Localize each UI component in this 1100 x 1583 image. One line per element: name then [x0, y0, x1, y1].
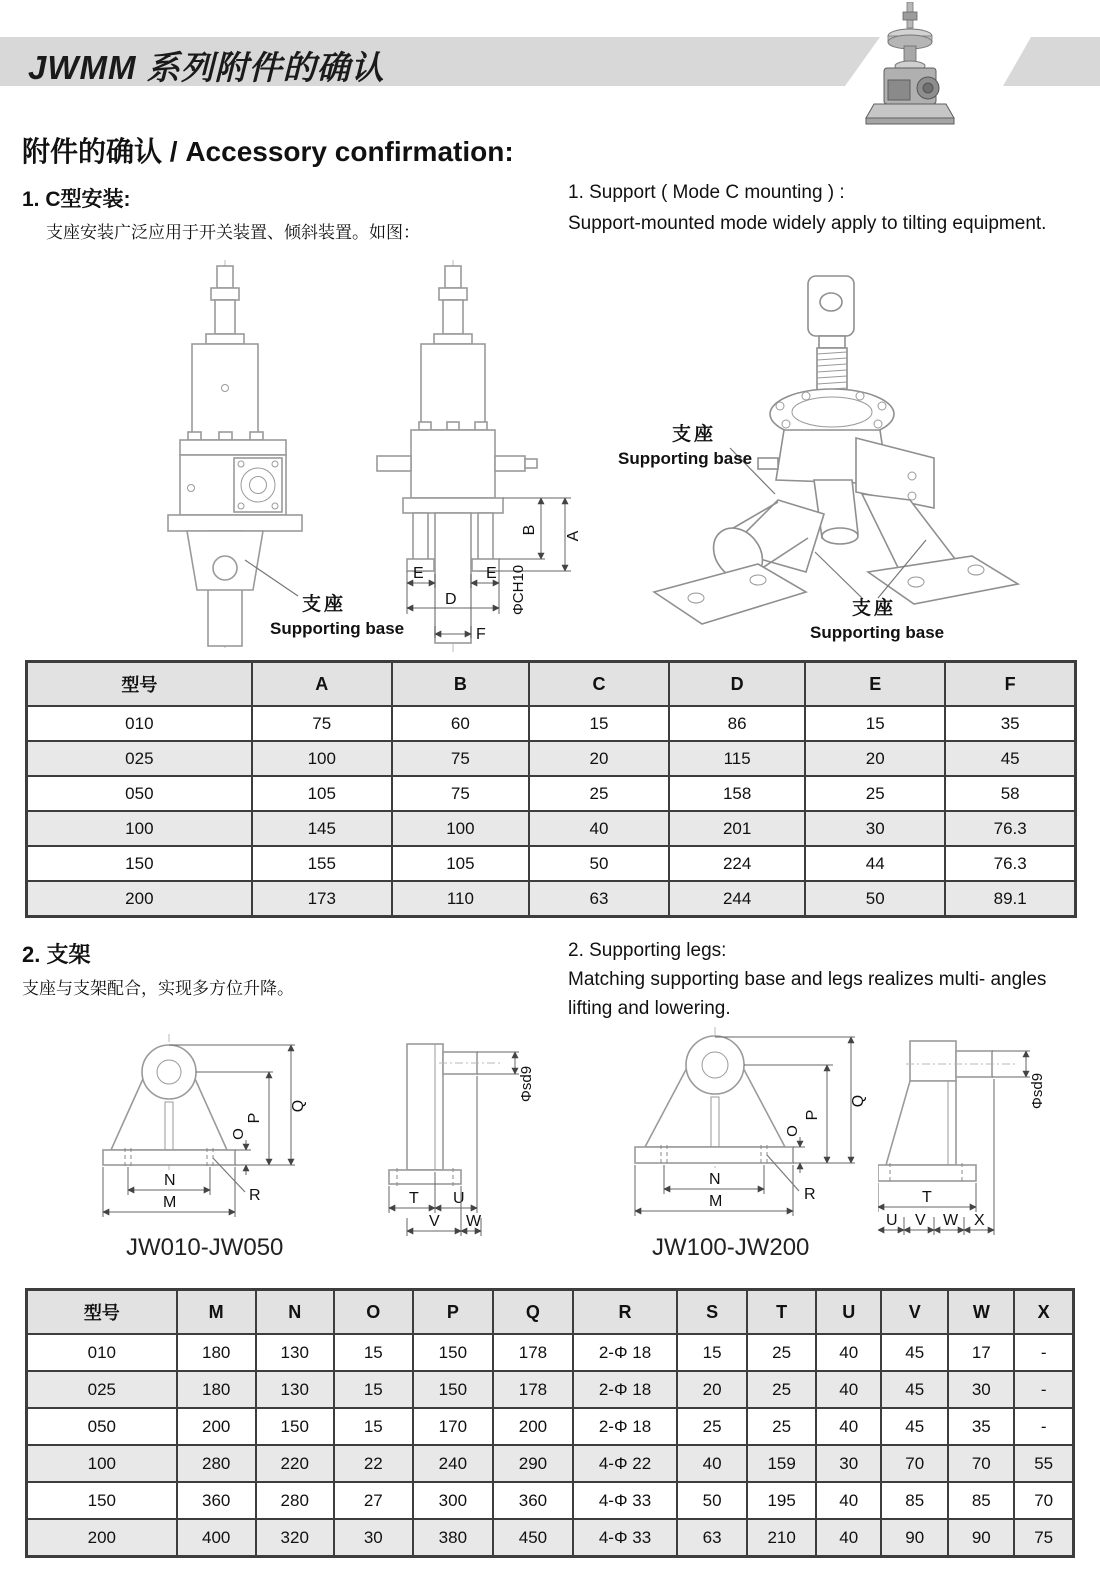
table-row [27, 1371, 1074, 1408]
column-header: A [252, 662, 392, 707]
table-cell: 45 [881, 1334, 948, 1371]
dim-label-f: F [476, 626, 486, 643]
table-cell: - [1014, 1408, 1073, 1445]
table-cell: 85 [948, 1482, 1014, 1519]
table-cell: 180 [177, 1334, 256, 1371]
table-cell: 15 [677, 1334, 747, 1371]
table-cell: 200 [493, 1408, 573, 1445]
table-row [27, 1519, 1074, 1557]
table-cell: 22 [334, 1445, 413, 1482]
table-cell: 100 [392, 811, 529, 846]
dim-label-w: W [943, 1212, 959, 1229]
table-cell: 130 [256, 1371, 334, 1408]
table-cell: 75 [392, 776, 529, 811]
table-row [27, 1445, 1074, 1482]
s1-en-desc: Support-mounted mode widely apply to tilting equipment. [568, 213, 1047, 234]
table-cell: 400 [177, 1519, 256, 1557]
table-cell: 45 [881, 1371, 948, 1408]
table-cell: 100 [252, 741, 392, 776]
table-header-row [27, 662, 1076, 707]
column-header: M [177, 1290, 256, 1335]
dim-label-u: U [886, 1212, 898, 1229]
table-cell: 150 [27, 846, 252, 881]
table-cell: 15 [334, 1371, 413, 1408]
table-row [27, 776, 1076, 811]
table-cell: 050 [27, 1408, 177, 1445]
table-cell: 2-Φ 18 [573, 1371, 677, 1408]
column-header: E [805, 662, 945, 707]
dim-label-m: M [709, 1193, 723, 1210]
table-cell: 170 [413, 1408, 493, 1445]
column-header: C [529, 662, 669, 707]
figure-caption-left: JW010-JW050 [126, 1234, 284, 1261]
dim-label-a: A [565, 530, 582, 542]
table-cell: 25 [747, 1334, 816, 1371]
dim-label-w: W [466, 1213, 482, 1230]
table-row [27, 1482, 1074, 1519]
table-cell: 280 [177, 1445, 256, 1482]
dim-label-v: V [915, 1212, 926, 1229]
table-cell: 25 [747, 1371, 816, 1408]
table-cell: 050 [27, 776, 252, 811]
table-cell: 40 [816, 1519, 881, 1557]
dim-label-n: N [709, 1171, 721, 1188]
table-header-row [27, 1290, 1074, 1335]
dim-label-p: P [246, 1112, 263, 1124]
column-header: 型号 [27, 662, 252, 707]
table-row [27, 846, 1076, 881]
column-header: X [1014, 1290, 1073, 1335]
column-header: P [413, 1290, 493, 1335]
table-cell: 70 [881, 1445, 948, 1482]
s1-zh-desc: 支座安装广泛应用于开关装置、倾斜装置。如图： [46, 223, 420, 242]
column-header: O [334, 1290, 413, 1335]
table-cell: 150 [413, 1334, 493, 1371]
dimension-table-mode-c [25, 660, 1077, 918]
table-cell: 15 [529, 706, 669, 741]
table-cell: 130 [256, 1334, 334, 1371]
table-cell: 180 [177, 1371, 256, 1408]
table-cell: 58 [945, 776, 1075, 811]
column-header: U [816, 1290, 881, 1335]
table-cell: 70 [1014, 1482, 1073, 1519]
dim-label-o: O [230, 1128, 247, 1140]
table-cell: 30 [816, 1445, 881, 1482]
dim-label-v: V [429, 1213, 440, 1230]
table-cell: 4-Φ 33 [573, 1482, 677, 1519]
table-cell: 63 [529, 881, 669, 917]
table-cell: 244 [669, 881, 805, 917]
dim-label-r: R [804, 1186, 816, 1203]
dim-label-sd9: Φsd9 [1029, 1072, 1046, 1110]
table-cell: 2-Φ 18 [573, 1334, 677, 1371]
table-cell: 75 [392, 741, 529, 776]
s2-zh-desc: 支座与支架配合，实现多方位升降。 [22, 979, 294, 998]
figure-jack-isometric-view [610, 262, 1090, 662]
table-cell: 300 [413, 1482, 493, 1519]
table-cell: 40 [816, 1482, 881, 1519]
table-cell: 20 [677, 1371, 747, 1408]
supporting-base-label-en: Supporting base [810, 623, 945, 642]
dim-label-o: O [784, 1125, 801, 1137]
table-cell: 40 [529, 811, 669, 846]
table-cell: 010 [27, 1334, 177, 1371]
table-cell: 17 [948, 1334, 1014, 1371]
dim-label-q: Q [850, 1094, 867, 1108]
table-cell: 44 [805, 846, 945, 881]
table-cell: 178 [493, 1371, 573, 1408]
dim-label-t: T [922, 1189, 932, 1206]
supporting-base-label-en: Supporting base [270, 619, 405, 638]
table-cell: 110 [392, 881, 529, 917]
s2-en-block [568, 936, 1046, 1023]
table-cell: 90 [948, 1519, 1014, 1557]
table-cell: 240 [413, 1445, 493, 1482]
figure-caption-right: JW100-JW200 [652, 1234, 810, 1261]
supporting-base-label-en: Supporting base [618, 449, 753, 468]
supporting-base-label-zh: 支座 [852, 598, 897, 619]
column-header: 型号 [27, 1290, 177, 1335]
table-cell: 2-Φ 18 [573, 1408, 677, 1445]
table-cell: 63 [677, 1519, 747, 1557]
table-cell: 105 [252, 776, 392, 811]
dim-label-r: R [249, 1187, 261, 1204]
table-cell: 360 [493, 1482, 573, 1519]
table-cell: 40 [816, 1334, 881, 1371]
table-cell: 210 [747, 1519, 816, 1557]
dim-label-d: D [445, 591, 457, 608]
s1-zh-title: 1. C型安装: [22, 188, 131, 211]
table-cell: 30 [948, 1371, 1014, 1408]
table-cell: 220 [256, 1445, 334, 1482]
column-header: V [881, 1290, 948, 1335]
table-cell: - [1014, 1334, 1073, 1371]
table-cell: 200 [177, 1408, 256, 1445]
table-cell: 15 [334, 1334, 413, 1371]
dim-label-t: T [409, 1190, 419, 1207]
dim-label-e2: E [486, 565, 497, 582]
column-header: B [392, 662, 529, 707]
table-cell: 85 [881, 1482, 948, 1519]
table-cell: 100 [27, 1445, 177, 1482]
dim-label-q: Q [290, 1099, 307, 1113]
dim-label-x: X [974, 1212, 985, 1229]
table-cell: 320 [256, 1519, 334, 1557]
column-header: N [256, 1290, 334, 1335]
column-header: F [945, 662, 1075, 707]
table-cell: 40 [816, 1408, 881, 1445]
table-cell: 15 [805, 706, 945, 741]
table-cell: 75 [252, 706, 392, 741]
page-title: JWMM 系列附件的确认 [28, 49, 385, 86]
dim-label-p: P [804, 1109, 821, 1121]
s2-en-title: 2. Supporting legs: [568, 940, 727, 961]
table-cell: 4-Φ 22 [573, 1445, 677, 1482]
table-cell: 89.1 [945, 881, 1075, 917]
table-cell: 159 [747, 1445, 816, 1482]
figure-jack-side-view [375, 258, 605, 658]
table-cell: 40 [816, 1371, 881, 1408]
table-cell: 35 [945, 706, 1075, 741]
s1-en-title: 1. Support ( Mode C mounting ) : [568, 182, 845, 203]
table-cell: 195 [747, 1482, 816, 1519]
table-cell: 025 [27, 741, 252, 776]
column-header: S [677, 1290, 747, 1335]
table-cell: 158 [669, 776, 805, 811]
table-cell: 90 [881, 1519, 948, 1557]
table-cell: 224 [669, 846, 805, 881]
table-row [27, 706, 1076, 741]
dim-label-u: U [453, 1190, 465, 1207]
table-row [27, 811, 1076, 846]
column-header: R [573, 1290, 677, 1335]
table-cell: 76.3 [945, 846, 1075, 881]
table-row [27, 1408, 1074, 1445]
figure-leg-side-large [878, 1013, 1100, 1265]
dim-label-n: N [164, 1172, 176, 1189]
table-cell: 150 [413, 1371, 493, 1408]
table-row [27, 1334, 1074, 1371]
table-cell: 20 [529, 741, 669, 776]
table-cell: 100 [27, 811, 252, 846]
dimension-table-supporting-legs [25, 1288, 1075, 1558]
table-cell: 20 [805, 741, 945, 776]
table-cell: 76.3 [945, 811, 1075, 846]
header-band-tail [1003, 37, 1100, 86]
dim-label-cch10: ΦCH10 [510, 564, 527, 616]
column-header: T [747, 1290, 816, 1335]
table-cell: 380 [413, 1519, 493, 1557]
table-cell: 200 [27, 881, 252, 917]
table-cell: 25 [529, 776, 669, 811]
table-cell: 173 [252, 881, 392, 917]
table-cell: 45 [945, 741, 1075, 776]
table-cell: 27 [334, 1482, 413, 1519]
dim-label-e1: E [413, 565, 424, 582]
table-cell: 280 [256, 1482, 334, 1519]
table-cell: 155 [252, 846, 392, 881]
section-heading: 附件的确认 / Accessory confirmation: [22, 136, 514, 167]
table-cell: 178 [493, 1334, 573, 1371]
table-row [27, 881, 1076, 917]
column-header: Q [493, 1290, 573, 1335]
table-cell: 360 [177, 1482, 256, 1519]
table-cell: 50 [805, 881, 945, 917]
table-cell: 115 [669, 741, 805, 776]
supporting-base-label-zh: 支座 [302, 594, 347, 615]
table-cell: 50 [677, 1482, 747, 1519]
dim-label-sd9: Φsd9 [518, 1065, 535, 1103]
s2-en-desc-line2: lifting and lowering. [568, 998, 731, 1019]
table-cell: 35 [948, 1408, 1014, 1445]
table-cell: 25 [747, 1408, 816, 1445]
table-cell: 150 [256, 1408, 334, 1445]
table-cell: 50 [529, 846, 669, 881]
table-cell: 75 [1014, 1519, 1073, 1557]
table-cell: 30 [805, 811, 945, 846]
table-cell: 40 [677, 1445, 747, 1482]
s2-zh-title: 2. 支架 [22, 942, 91, 967]
table-cell: 60 [392, 706, 529, 741]
table-row [27, 741, 1076, 776]
table-cell: - [1014, 1371, 1073, 1408]
table-cell: 450 [493, 1519, 573, 1557]
column-header: D [669, 662, 805, 707]
dim-label-m: M [163, 1194, 177, 1211]
table-cell: 30 [334, 1519, 413, 1557]
table-cell: 15 [334, 1408, 413, 1445]
table-cell: 105 [392, 846, 529, 881]
table-cell: 45 [881, 1408, 948, 1445]
column-header: W [948, 1290, 1014, 1335]
table-cell: 25 [805, 776, 945, 811]
table-cell: 145 [252, 811, 392, 846]
table-cell: 25 [677, 1408, 747, 1445]
s2-en-desc-line1: Matching supporting base and legs realizes multi- angles [568, 969, 1047, 990]
table-cell: 201 [669, 811, 805, 846]
screw-jack-product-image [858, 2, 963, 140]
figure-leg-side-small [383, 1018, 573, 1263]
dim-label-b: B [521, 524, 538, 536]
table-cell: 150 [27, 1482, 177, 1519]
table-cell: 55 [1014, 1445, 1073, 1482]
table-cell: 70 [948, 1445, 1014, 1482]
table-cell: 200 [27, 1519, 177, 1557]
table-cell: 025 [27, 1371, 177, 1408]
figure-bracket-front-small [95, 1018, 395, 1268]
table-cell: 290 [493, 1445, 573, 1482]
table-cell: 4-Φ 33 [573, 1519, 677, 1557]
table-cell: 010 [27, 706, 252, 741]
table-cell: 86 [669, 706, 805, 741]
supporting-base-label-zh: 支座 [672, 424, 717, 445]
